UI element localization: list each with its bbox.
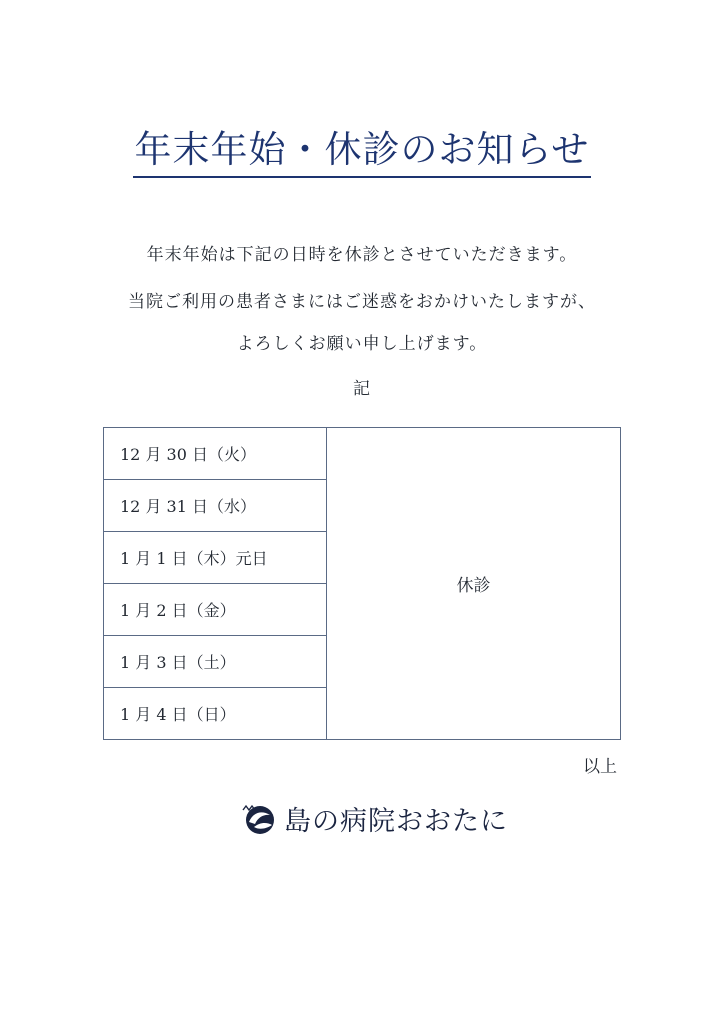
closure-date: 1 月 1 日（木）元日 bbox=[104, 532, 327, 584]
closure-date: 1 月 3 日（土） bbox=[104, 636, 327, 688]
notice-line-1: 年末年始は下記の日時を休診とさせていただきます。 bbox=[146, 245, 578, 265]
crane-logo-icon bbox=[240, 800, 276, 836]
closure-date: 12 月 31 日（水） bbox=[104, 480, 327, 532]
hospital-logo bbox=[240, 798, 508, 838]
notice-title: 年末年始・休診のお知らせ bbox=[133, 128, 592, 178]
closure-date: 1 月 4 日（日） bbox=[104, 688, 327, 740]
closure-status: 休診 bbox=[327, 428, 621, 740]
notice-title-wrap bbox=[0, 128, 724, 178]
hospital-name: 島の病院おおたに bbox=[284, 805, 508, 837]
closure-date: 12 月 30 日（火） bbox=[104, 428, 327, 480]
notice-line-3: よろしくお願い申し上げます。 bbox=[236, 334, 488, 354]
notice-line-2: 当院ご利用の患者さまにはご迷惑をおかけいたしますが、 bbox=[128, 292, 596, 312]
table-row bbox=[104, 428, 621, 480]
closing-mark: 以上 bbox=[583, 757, 617, 777]
ki-label: 記 bbox=[353, 379, 371, 399]
closure-schedule-table bbox=[103, 427, 621, 740]
closure-date: 1 月 2 日（金） bbox=[104, 584, 327, 636]
